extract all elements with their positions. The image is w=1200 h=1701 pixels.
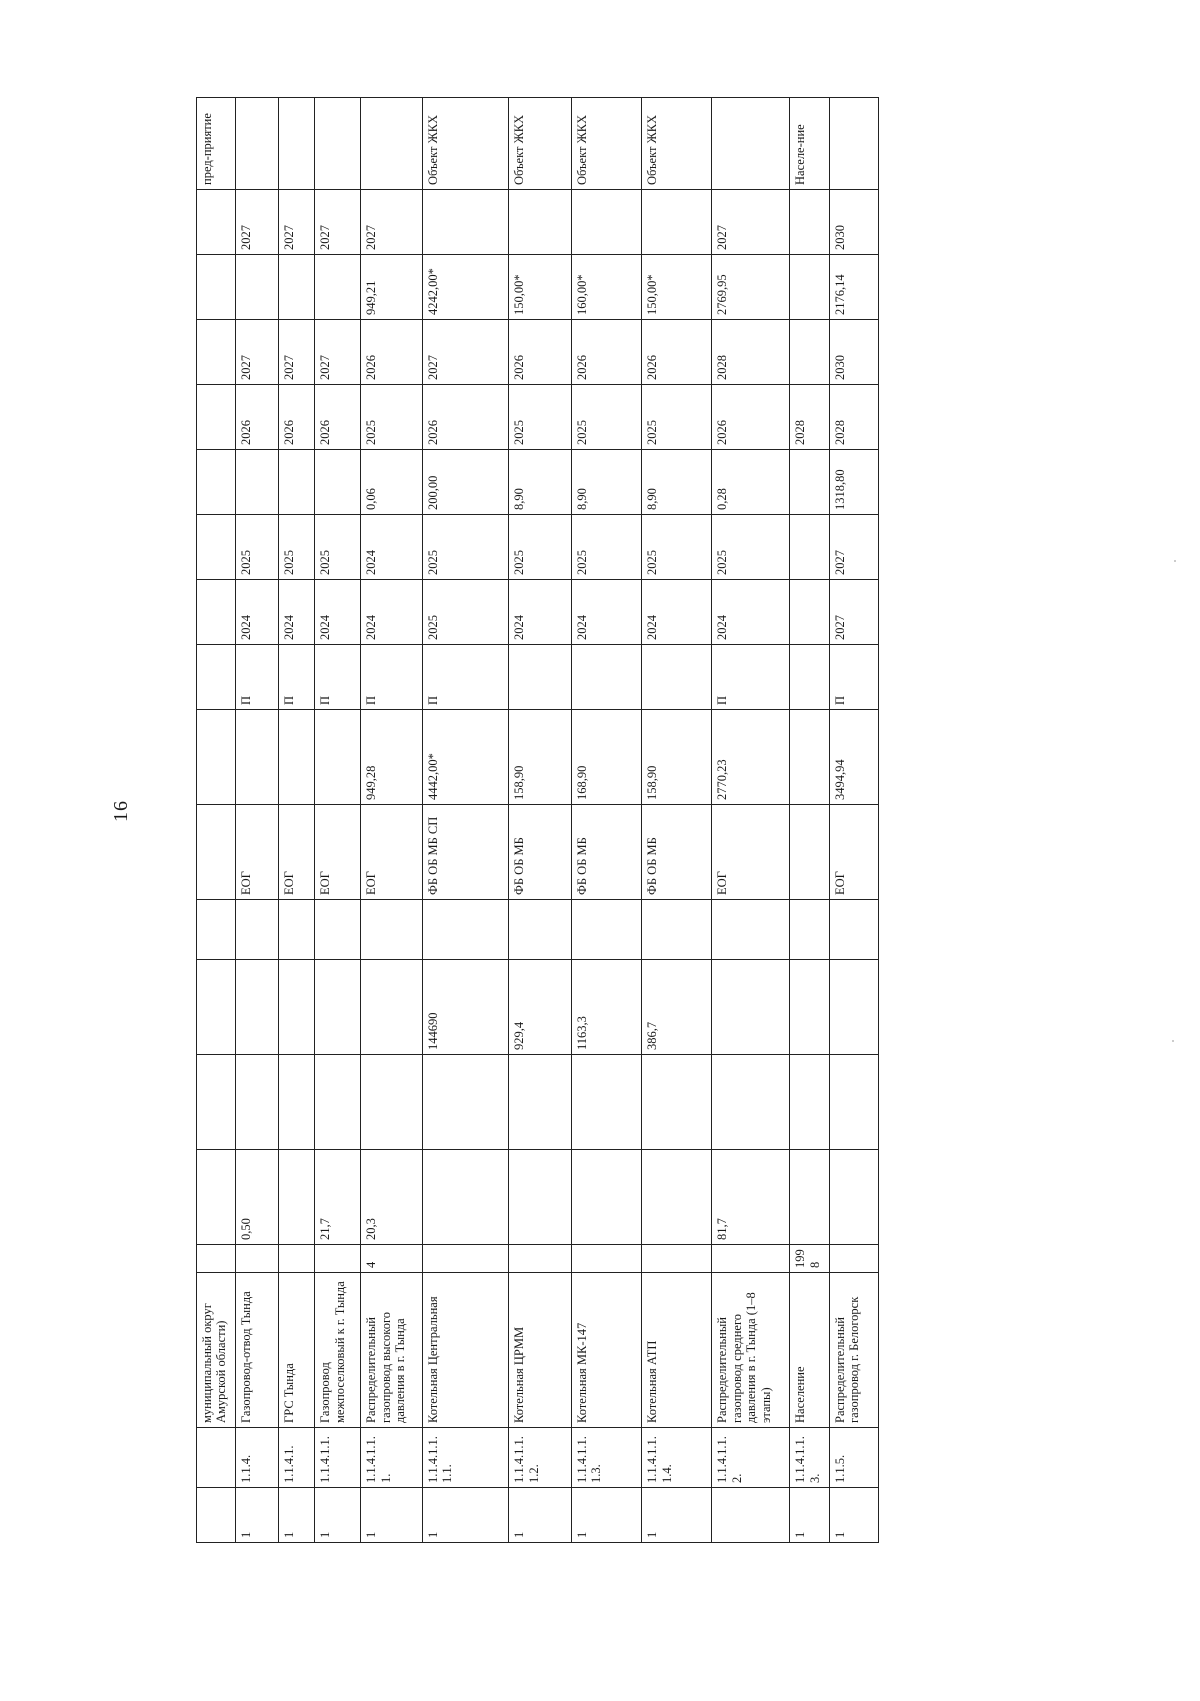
table-cell: 1.1.4.1.1.1.2. [509,1428,572,1488]
table-cell [315,900,361,960]
table-cell: 2026 [279,385,315,450]
table-cell [509,645,572,710]
table-cell: 2770,23 [712,710,790,805]
table-cell: ЕОГ [279,805,315,900]
table-row [315,98,361,1543]
table-cell [197,450,236,515]
table-cell [571,900,641,960]
table-cell: 2025 [642,515,712,580]
table-row [642,98,712,1543]
table-cell [571,1150,641,1245]
table-cell: ЕОГ [361,805,422,900]
table-cell: ФБ ОБ МБ [642,805,712,900]
table-row [571,98,641,1543]
table-cell: 2024 [571,580,641,645]
table-cell [790,1150,829,1245]
table-cell: Объект ЖКХ [571,98,641,190]
table-cell: 1.1.4.1.1.1.3. [571,1428,641,1488]
table-cell [642,1245,712,1273]
table-cell: 2024 [642,580,712,645]
table-cell: 0,28 [712,450,790,515]
table-cell: 1 [279,1488,315,1543]
table-cell [197,1428,236,1488]
table-cell: Объект ЖКХ [509,98,572,190]
table-cell: 2024 [712,580,790,645]
table-cell: 1 [361,1488,422,1543]
table-cell: 1.1.4.1.1. [315,1428,361,1488]
table-cell: 1 [315,1488,361,1543]
table-cell: 81,7 [712,1150,790,1245]
table-cell [315,98,361,190]
table-cell: 2025 [422,515,509,580]
table-cell: 2025 [571,385,641,450]
table-cell: 2026 [422,385,509,450]
table-cell: ФБ ОБ МБ [571,805,641,900]
table-cell: 2025 [509,515,572,580]
table-cell: 2026 [571,320,641,385]
table-cell: Котельная МК-147 [571,1273,641,1428]
table-cell [361,1055,422,1150]
table-cell [422,900,509,960]
table-cell [422,190,509,255]
table-cell: 2024 [236,580,279,645]
table-cell: Котельная Центральная [422,1273,509,1428]
table-cell: 2026 [236,385,279,450]
table-cell: 2769,95 [712,255,790,320]
table-cell: 2028 [829,385,878,450]
table-cell [197,900,236,960]
table-cell: ГРС Тында [279,1273,315,1428]
table-cell [279,255,315,320]
table-cell: 1998 [790,1245,829,1273]
table-cell: Распределительный газопровод высокого давления в г. Тында [361,1273,422,1428]
table-cell [790,515,829,580]
table-cell: П [236,645,279,710]
table-cell: 1 [236,1488,279,1543]
table-cell: 150,00* [509,255,572,320]
table-cell [315,255,361,320]
table-cell [712,1488,790,1543]
table-body [197,98,879,1543]
table-cell [197,1488,236,1543]
table-row [422,98,509,1543]
table-cell: 1.1.4.1.1.1.4. [642,1428,712,1488]
table-cell [315,710,361,805]
table-cell: Население [790,1273,829,1428]
table-cell: 1.1.4.1.1.1. [361,1428,422,1488]
table-cell: 2024 [361,515,422,580]
table-cell: Газопровод межпоселковый к г. Тында [315,1273,361,1428]
table-cell: 1163,3 [571,960,641,1055]
table-cell [642,1150,712,1245]
table-cell: П [712,645,790,710]
table-row [509,98,572,1543]
table-cell: 1 [509,1488,572,1543]
table-cell [279,450,315,515]
table-cell [509,1055,572,1150]
table-cell [509,190,572,255]
table-cell [571,645,641,710]
table-cell [361,98,422,190]
table-cell: 4 [361,1245,422,1273]
table-cell [509,1150,572,1245]
table-cell: 158,90 [509,710,572,805]
table-cell: П [361,645,422,710]
table-cell: 1.1.4.1.1.2. [712,1428,790,1488]
table-cell [571,1055,641,1150]
table-header-row [197,98,236,1543]
table-cell [197,805,236,900]
table-cell: 2026 [315,385,361,450]
table-cell [197,320,236,385]
table-cell [279,900,315,960]
table-cell: 2027 [236,190,279,255]
table-row [829,98,878,1543]
table-cell: 2024 [279,580,315,645]
table-cell [571,190,641,255]
table-cell [509,900,572,960]
table-cell: ЕОГ [236,805,279,900]
table-cell: 2027 [315,320,361,385]
table-cell [790,900,829,960]
table-cell [790,190,829,255]
table-cell [829,1055,878,1150]
table-cell: 2028 [712,320,790,385]
table-cell [642,645,712,710]
table-cell: 1.1.4.1.1.1.1. [422,1428,509,1488]
table-cell [361,960,422,1055]
table-cell [422,1055,509,1150]
table-cell [236,710,279,805]
table-cell: 1318,80 [829,450,878,515]
table-cell [422,1245,509,1273]
table-cell [279,960,315,1055]
table-cell: Газопровод-отвод Тында [236,1273,279,1428]
table-cell [279,98,315,190]
table-cell [829,900,878,960]
table-cell [790,645,829,710]
table-cell: 2026 [642,320,712,385]
table-cell [197,255,236,320]
table-cell: 3494,94 [829,710,878,805]
table-cell: 1 [829,1488,878,1543]
table-cell [197,645,236,710]
table-cell: 2030 [829,320,878,385]
table-row [279,98,315,1543]
table-cell: 2025 [315,515,361,580]
table-row [712,98,790,1543]
table-cell [509,1245,572,1273]
table-cell: ЕОГ [712,805,790,900]
table-cell: 150,00* [642,255,712,320]
table-cell: 1 [790,1488,829,1543]
table-cell: 2027 [279,320,315,385]
table-cell: 2027 [829,580,878,645]
table-cell: 2025 [509,385,572,450]
table-cell: 0,06 [361,450,422,515]
scan-speck [1172,1040,1174,1042]
table-cell [829,1150,878,1245]
table-cell [236,255,279,320]
table-cell: 2027 [279,190,315,255]
table-cell [315,450,361,515]
table-cell [197,515,236,580]
table-cell [712,900,790,960]
table-cell: 20,3 [361,1150,422,1245]
table-cell: 1.1.4. [236,1428,279,1488]
table-cell [712,1245,790,1273]
table-cell [790,1055,829,1150]
table-cell: 0,50 [236,1150,279,1245]
table-cell: 2025 [422,580,509,645]
table-cell: 158,90 [642,710,712,805]
table-cell: 4242,00* [422,255,509,320]
table-cell: Котельная АТП [642,1273,712,1428]
table-cell: 2027 [315,190,361,255]
table-row [361,98,422,1543]
table-cell: 2025 [279,515,315,580]
table-cell [197,1055,236,1150]
table-cell [790,960,829,1055]
table-cell: 8,90 [509,450,572,515]
table-cell: 2025 [236,515,279,580]
table-cell: ФБ ОБ МБ СП [422,805,509,900]
table-cell [422,1150,509,1245]
table-cell: 2028 [790,385,829,450]
table-cell: 2027 [361,190,422,255]
table-cell: П [315,645,361,710]
table-cell: 1 [642,1488,712,1543]
table-cell: 2027 [829,515,878,580]
table-cell [197,190,236,255]
table-cell [712,1055,790,1150]
table-cell [279,1055,315,1150]
table-cell [197,1150,236,1245]
table-cell [571,1245,641,1273]
table-cell [642,900,712,960]
table-cell: 2027 [236,320,279,385]
table-cell: Котельная ЦРММ [509,1273,572,1428]
table-cell [790,710,829,805]
table-cell: 949,28 [361,710,422,805]
table-cell: 160,00* [571,255,641,320]
table-cell [829,960,878,1055]
rotated-table-container [196,103,879,1543]
table-cell: 2025 [571,515,641,580]
table-cell: Населе-ние [790,98,829,190]
table-cell [197,710,236,805]
table-cell: 2025 [642,385,712,450]
table-cell [236,1245,279,1273]
table-row [236,98,279,1543]
table-cell [197,385,236,450]
table-cell: 2027 [712,190,790,255]
table-cell: Распределительный газопровод среднего давления в г. Тында (1–8 этапы) [712,1273,790,1428]
table-cell [279,1150,315,1245]
table-cell [361,900,422,960]
gasification-table [196,97,879,1543]
page-number: 16 [110,800,132,822]
table-cell [236,1055,279,1150]
table-cell [279,710,315,805]
table-cell [790,320,829,385]
table-cell [236,450,279,515]
table-cell: 21,7 [315,1150,361,1245]
table-cell [279,1245,315,1273]
table-cell [315,1055,361,1150]
table-cell [712,98,790,190]
table-cell [236,98,279,190]
table-cell: 949,21 [361,255,422,320]
table-cell: П [829,645,878,710]
table-cell [642,190,712,255]
table-cell [315,960,361,1055]
table-cell: 1.1.5. [829,1428,878,1488]
table-cell [642,1055,712,1150]
table-cell [315,1245,361,1273]
table-cell: 4442,00* [422,710,509,805]
table-cell [829,1245,878,1273]
table-cell: 8,90 [642,450,712,515]
table-cell: 2025 [361,385,422,450]
table-cell [712,960,790,1055]
table-cell: 2025 [712,515,790,580]
table-row [790,98,829,1543]
table-cell [790,450,829,515]
table-cell: П [422,645,509,710]
table-cell [236,960,279,1055]
table-cell: 2026 [509,320,572,385]
table-cell: Объект ЖКХ [422,98,509,190]
table-cell: 2030 [829,190,878,255]
table-cell: 200,00 [422,450,509,515]
table-cell: 386,7 [642,960,712,1055]
table-cell [829,98,878,190]
table-cell: 1 [571,1488,641,1543]
table-cell: 1.1.4.1. [279,1428,315,1488]
table-cell: ЕОГ [829,805,878,900]
table-cell [197,1245,236,1273]
table-cell: ЕОГ [315,805,361,900]
table-cell: Распределительный газопровод г. Белогорск [829,1273,878,1428]
table-cell: муниципальный округ Амурской области) [197,1273,236,1428]
table-cell: П [279,645,315,710]
table-cell: 168,90 [571,710,641,805]
table-cell: Объект ЖКХ [642,98,712,190]
table-cell: 2027 [422,320,509,385]
table-cell: 2024 [315,580,361,645]
table-cell: 2026 [712,385,790,450]
table-cell: 1.1.4.1.1.3. [790,1428,829,1488]
table-cell [197,960,236,1055]
table-cell: 929,4 [509,960,572,1055]
table-cell: 1 [422,1488,509,1543]
table-cell: ФБ ОБ МБ [509,805,572,900]
table-cell [790,580,829,645]
table-cell [197,580,236,645]
table-cell: 2026 [361,320,422,385]
table-cell: 144690 [422,960,509,1055]
scan-speck [1174,560,1176,562]
table-cell [236,900,279,960]
table-cell: 2024 [509,580,572,645]
table-cell: пред-приятие [197,98,236,190]
table-cell: 8,90 [571,450,641,515]
table-cell: 2024 [361,580,422,645]
table-cell [790,805,829,900]
table-cell [790,255,829,320]
table-cell: 2176,14 [829,255,878,320]
